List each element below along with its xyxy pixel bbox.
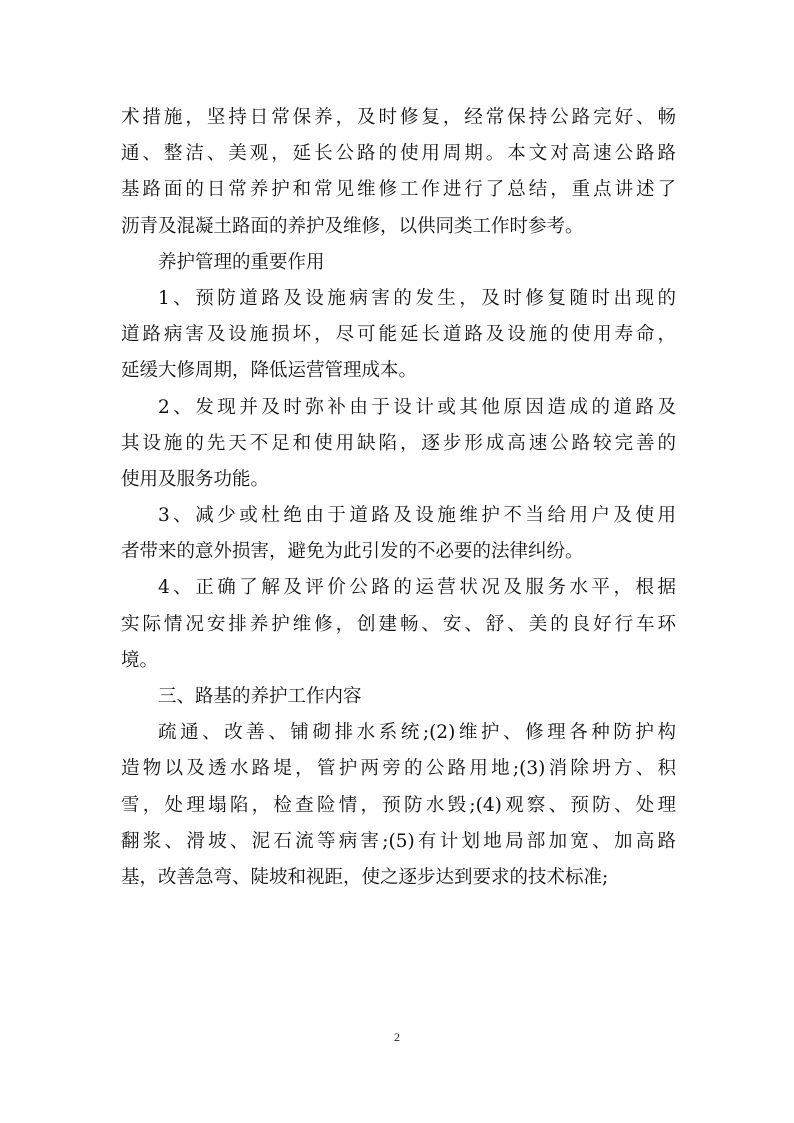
text-line: 道路病害及设施损坏，尽可能延长道路及设施的使用寿命， [121, 324, 676, 346]
text-line: 3、减少或杜绝由于道路及设施维护不当给用户及使用 [158, 505, 676, 527]
text-line: 基路面的日常养护和常见维修工作进行了总结，重点讲述了 [121, 179, 676, 201]
text-line: 翻浆、滑坡、泥石流等病害;(5)有计划地局部加宽、加高路 [121, 830, 676, 852]
text-line: 雪，处理塌陷，检查险情，预防水毁;(4)观察、预防、处理 [121, 794, 676, 816]
text-line: 实际情况安排养护维修，创建畅、安、舒、美的良好行车环 [121, 613, 676, 635]
para-item-1 [121, 281, 676, 390]
text-line: 疏通、改善、铺砌排水系统;(2)维护、修理各种防护构 [158, 722, 676, 744]
text-line: 4、正确了解及评价公路的运营状况及服务水平，根据 [158, 577, 676, 599]
para-item-4 [121, 570, 676, 679]
body-text [121, 100, 676, 896]
page-number: 2 [394, 1030, 400, 1044]
text-line: 境。 [121, 649, 159, 671]
heading-section-3 [121, 679, 676, 715]
text-line: 使用及服务功能。 [121, 468, 270, 490]
para-subgrade-tasks [121, 715, 676, 896]
text-line: 造物以及透水路堤，管护两旁的公路用地;(3)消除坍方、积 [121, 758, 676, 780]
text-line: 术措施，坚持日常保养，及时修复，经常保持公路完好、畅 [121, 107, 676, 128]
para-item-3 [121, 498, 676, 570]
text-line: 养护管理的重要作用 [158, 251, 325, 273]
text-line: 三、路基的养护工作内容 [158, 686, 362, 707]
text-line: 2、发现并及时弥补由于设计或其他原因造成的道路及 [158, 396, 676, 418]
text-line: 沥青及混凝土路面的养护及维修，以供同类工作时参考。 [121, 215, 584, 237]
text-line: 通、整洁、美观，延长公路的使用周期。本文对高速公路路 [121, 143, 676, 165]
text-line: 基，改善急弯、陡坡和视距，使之逐步达到要求的技术标准; [121, 866, 609, 888]
heading-maintenance-importance [121, 245, 676, 281]
para-item-2 [121, 390, 676, 499]
text-line: 其设施的先天不足和使用缺陷，逐步形成高速公路较完善的 [121, 432, 676, 454]
text-line: 延缓大修周期，降低运营管理成本。 [121, 360, 418, 382]
text-line: 1、预防道路及设施病害的发生，及时修复随时出现的 [158, 287, 676, 309]
para-intro-continuation [121, 100, 676, 245]
text-line: 者带来的意外损害，避免为此引发的不必要的法律纠纷。 [121, 541, 584, 563]
